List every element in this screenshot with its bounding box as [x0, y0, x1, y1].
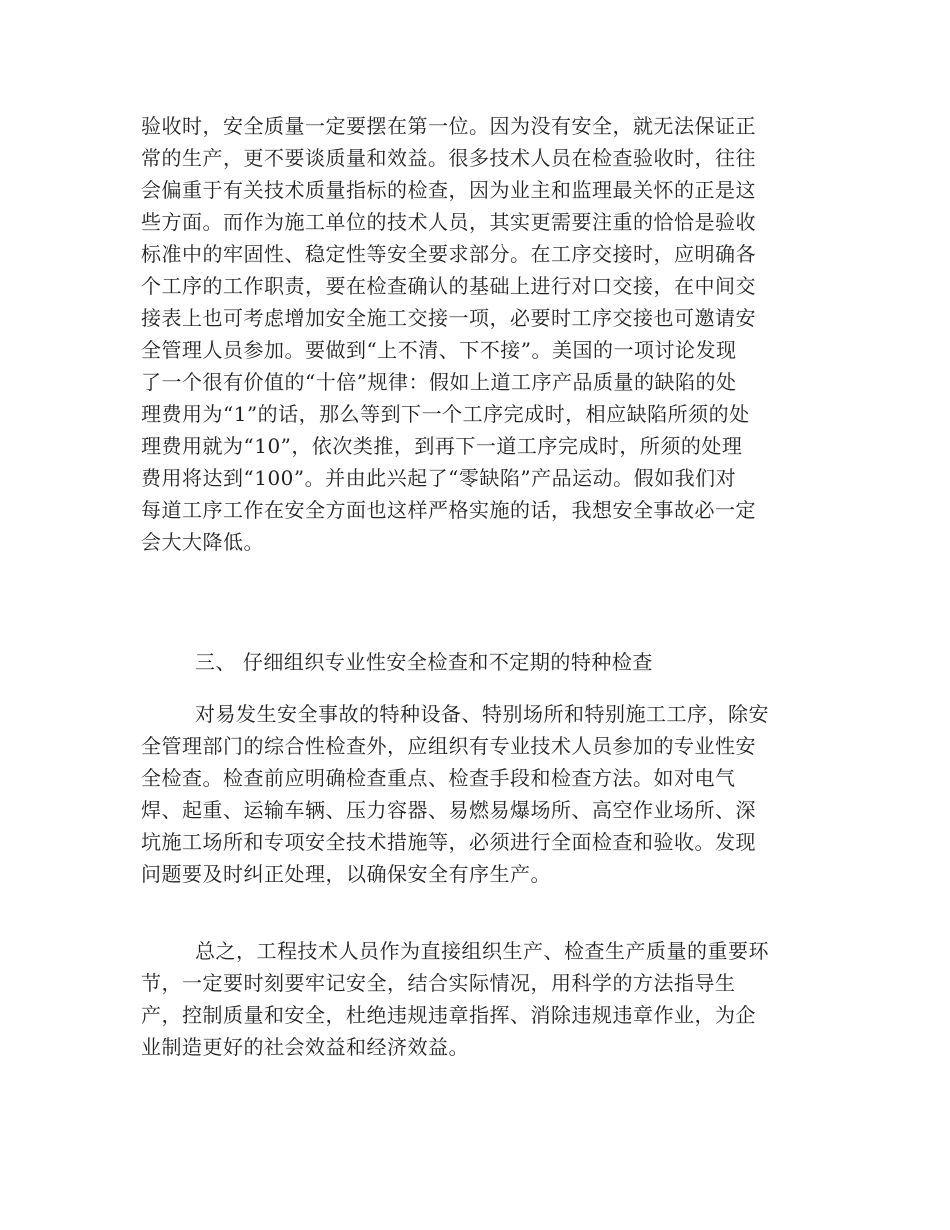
text-line: 标准中的牢固性、稳定性等安全要求部分。在工序交接时，应明确各	[141, 242, 756, 266]
text-line: 焊、起重、运输车辆、压力容器、易燃易爆场所、高空作业场所、深	[141, 798, 756, 822]
text-line: 全检查。检查前应明确检查重点、检查手段和检查方法。如对电气	[141, 766, 736, 790]
text-line: 验收时，安全质量一定要摆在第一位。因为没有安全，就无法保证正	[141, 114, 756, 138]
text-line: 产，控制质量和安全，杜绝违规违章指挥、消除违规违章作业，为企	[141, 1003, 756, 1027]
paragraph-special-inspection	[141, 698, 811, 890]
text-line: 总之，工程技术人员作为直接组织生产、检查生产质量的重要环	[195, 939, 769, 963]
text-line: 对易发生安全事故的特种设备、特别场所和特别施工工序，除安	[195, 702, 769, 726]
text-line: 每道工序工作在安全方面也这样严格实施的话，我想安全事故必一定	[141, 498, 756, 522]
text-line: 全管理部门的综合性检查外，应组织有专业技术人员参加的专业性安	[141, 734, 756, 758]
text-line: 全管理人员参加。要做到“上不清、下不接”。美国的一项讨论发现	[141, 338, 737, 362]
text-line: 了一个很有价值的“十倍”规律：假如上道工序产品质量的缺陷的处	[141, 370, 737, 394]
text-line: 会大大降低。	[141, 530, 264, 554]
text-line: 问题要及时纠正处理，以确保安全有序生产。	[141, 862, 551, 886]
paragraph-continued	[141, 110, 811, 558]
text-line: 理费用为“1”的话，那么等到下一个工序完成时，相应缺陷所须的处	[141, 402, 750, 426]
text-line: 理费用就为“10”，依次类推，到再下一道工序完成时，所须的处理	[141, 434, 743, 458]
text-line: 些方面。而作为施工单位的技术人员，其实更需要注重的恰恰是验收	[141, 210, 756, 234]
text-line: 会偏重于有关技术质量指标的检查，因为业主和监理最关怀的正是这	[141, 178, 756, 202]
text-line: 节，一定要时刻要牢记安全，结合实际情况，用科学的方法指导生	[141, 971, 736, 995]
text-line: 坑施工场所和专项安全技术措施等，必须进行全面检查和验收。发现	[141, 830, 756, 854]
text-line: 接表上也可考虑增加安全施工交接一项，必要时工序交接也可邀请安	[141, 306, 756, 330]
text-line: 业制造更好的社会效益和经济效益。	[141, 1035, 469, 1059]
section-heading-text: 三、 仔细组织专业性安全检查和不定期的特种检查	[195, 650, 653, 674]
text-line: 常的生产，更不要谈质量和效益。很多技术人员在检查验收时，往往	[141, 146, 756, 170]
text-line: 费用将达到“100”。并由此兴起了“零缺陷”产品运动。假如我们对	[141, 466, 737, 490]
paragraph-conclusion	[141, 935, 811, 1063]
section-heading	[141, 646, 811, 678]
text-line: 个工序的工作职责，要在检查确认的基础上进行对口交接，在中间交	[141, 274, 756, 298]
